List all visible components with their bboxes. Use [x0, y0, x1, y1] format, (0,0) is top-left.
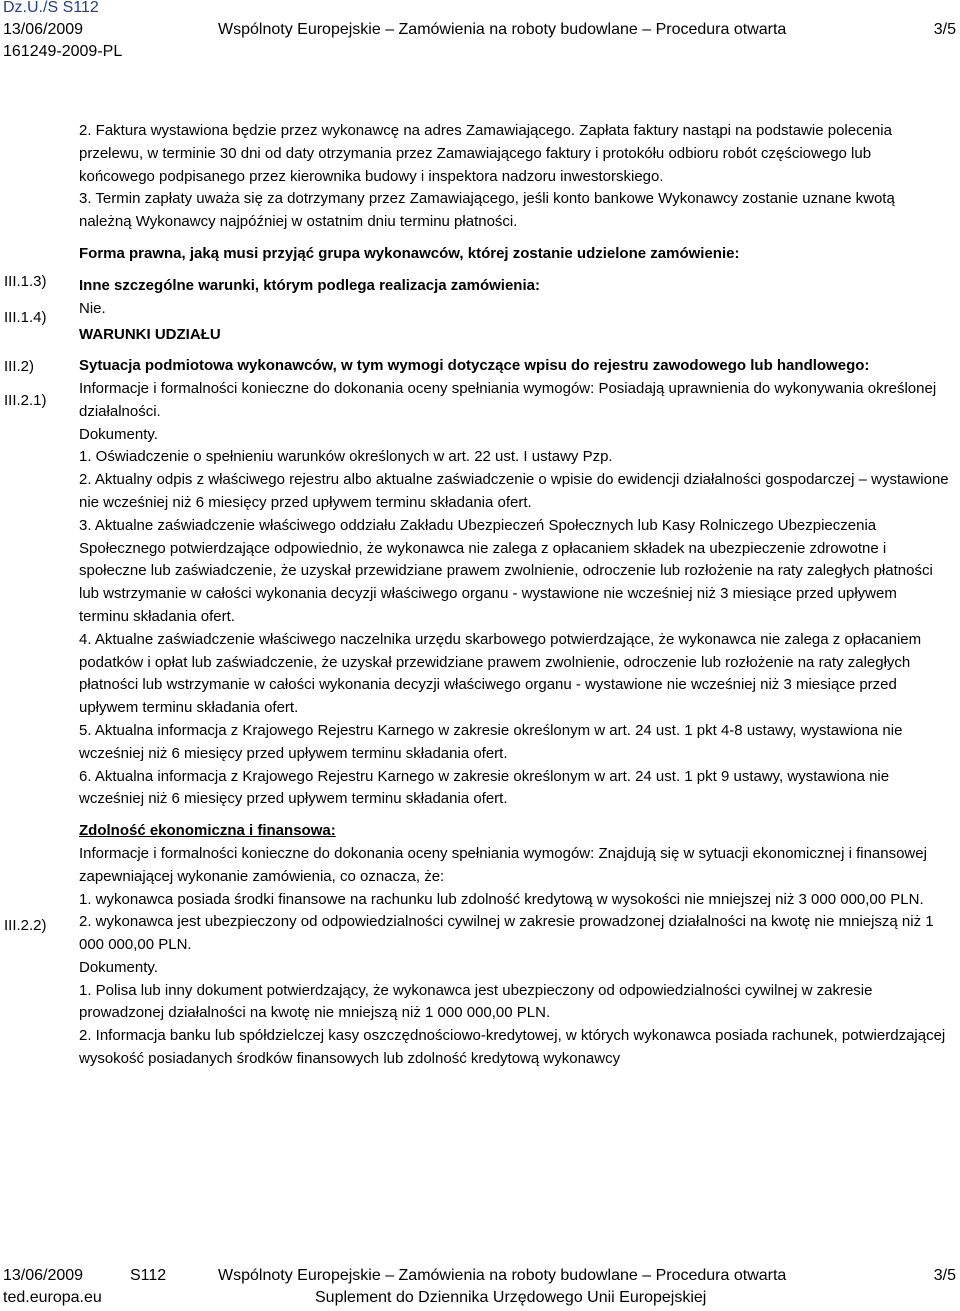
section-label-iii-1-3: III.1.3) — [4, 273, 47, 290]
document-body — [79, 120, 951, 1071]
document-id: 161249-2009-PL — [3, 43, 123, 60]
paragraph: Informacje i formalności konieczne do dokonania oceny spełniania wymogów: Znajdują się w sytuacji ekonomicznej i finansowej zapewniającej wykonanie zamówienia, co oznacza, że: — [79, 844, 927, 885]
page-footer — [0, 1265, 960, 1311]
paragraph: Informacje i formalności konieczne do dokonania oceny spełniania wymogów: Posiadają uprawnienia do wykonywania określonej działalności. — [79, 379, 937, 420]
paragraph: 2. Informacja banku lub spółdzielczej kasy oszczędnościowo-kredytowej, w których wykonawca posiada rachunek, potwierdzającej wysokość posiadanych środków finansowych lub zdolność kredytową wykonawcy — [79, 1027, 946, 1068]
heading-economic-capacity: Zdolność ekonomiczna i finansowa: — [79, 822, 336, 840]
section-label-iii-2-1: III.2.1) — [4, 392, 47, 409]
paragraph: Dokumenty. — [79, 958, 158, 976]
paragraph: 1. Oświadczenie o spełnieniu warunków określonych w art. 22 ust. I ustawy Pzp. — [79, 448, 613, 466]
paragraph: 2. Aktualny odpis z właściwego rejestru albo aktualne zaświadczenie o wpisie do ewidencji działalności gospodarczej – wystawione nie wcześniej niż 6 miesięcy przed upływem terminu składania ofert. — [79, 471, 949, 511]
header-date: 13/06/2009 — [3, 21, 84, 38]
heading-participation-conditions: WARUNKI UDZIAŁU — [79, 326, 221, 344]
section-label-iii-2: III.2) — [4, 358, 35, 375]
paragraph: 3. Aktualne zaświadczenie właściwego oddziału Zakładu Ubezpieczeń Społecznych lub Kasy Rolniczego Ubezpieczenia Społecznego potwierdzające odpowiednio, że wykonawca nie zalega z opłacaniem składek na ubezpieczenie zdrowotne i społeczne lub zaświadczenie, że uzyskał przewidziane prawem zwolnienie, odroczenie lub rozłożenie na raty zaległych płatności lub wstrzymanie w całości wykonania decyzji właściwego organu - wystawione nie wcześniej niż 3 miesiące przed upływem terminu składania ofert. — [79, 516, 933, 625]
page-number: 3/5 — [933, 21, 956, 38]
paragraph: 2. Faktura wystawiona będzie przez wykonawcę na adres Zamawiającego. Zapłata faktury nastąpi na podstawie polecenia przelewu, w terminie 30 dni od daty otrzymania przez Zamawiającego faktury i protokółu odbioru robót częściowego lub końcowego podpisanego przez kierownika budowy i inspektora nadzoru inwestorskiego. — [79, 122, 892, 185]
heading-personal-situation: Sytuacja podmiotowa wykonawców, w tym wymogi dotyczące wpisu do rejestru zawodowego lub handlowego: — [79, 357, 870, 375]
footer-series: S112 — [130, 1267, 167, 1284]
footer-page-number: 3/5 — [933, 1267, 956, 1284]
paragraph: 4. Aktualne zaświadczenie właściwego naczelnika urzędu skarbowego potwierdzające, że wykonawca nie zalega z opłacaniem podatków i opłat lub zaświadczenie, że uzyskał przewidziane prawem zwolnienie, odroczenie lub rozłożenie na raty zaległych płatności lub wstrzymanie w całości wykonania decyzji właściwego organu - wystawione nie wcześniej niż 3 miesiące przed upływem terminu składania ofert. — [79, 630, 922, 717]
page-header — [0, 0, 960, 70]
paragraph: 1. Polisa lub inny dokument potwierdzający, że wykonawca jest ubezpieczony od odpowiedzialności cywilnej w zakresie prowadzonej działalności na kwotę nie mniejszą niż 1 000 000,00 PLN. — [79, 981, 873, 1022]
paragraph: 2. wykonawca jest ubezpieczony od odpowiedzialności cywilnej w zakresie prowadzonej działalności na kwotę nie mniejszą niż 1 000 000,00 PLN. — [79, 913, 934, 954]
heading-legal-form: Forma prawna, jaką musi przyjąć grupa wykonawców, której zostanie udzielone zamówienie: — [79, 244, 740, 262]
heading-special-conditions: Inne szczególne warunki, którym podlega realizacja zamówienia: — [79, 276, 540, 294]
paragraph: Dokumenty. — [79, 425, 158, 443]
footer-supplement: Suplement do Dziennika Urzędowego Unii Europejskiej — [315, 1289, 707, 1306]
paragraph: 6. Aktualna informacja z Krajowego Rejestru Karnego w zakresie określonym w art. 24 ust. 1 pkt 9 ustawy, wystawiona nie wcześniej niż 6 miesięcy przed upływem terminu składania ofert. — [79, 767, 890, 808]
paragraph: 1. wykonawca posiada środki finansowe na rachunku lub zdolność kredytową w wysokości nie mniejszej niż 3 000 000,00 PLN. — [79, 890, 924, 908]
paragraph: Nie. — [79, 299, 106, 317]
paragraph: 5. Aktualna informacja z Krajowego Rejestru Karnego w zakresie określonym w art. 24 ust. 1 pkt 4-8 ustawy, wystawiona nie wcześniej niż 6 miesięcy przed upływem terminu składania ofert. — [79, 721, 903, 762]
footer-date: 13/06/2009 — [3, 1267, 84, 1284]
footer-title: Wspólnoty Europejskie – Zamówienia na roboty budowlane – Procedura otwarta — [218, 1267, 787, 1284]
header-title: Wspólnoty Europejskie – Zamówienia na roboty budowlane – Procedura otwarta — [218, 21, 787, 38]
journal-ref: Dz.U./S S112 — [3, 0, 99, 16]
footer-site: ted.europa.eu — [3, 1289, 102, 1306]
section-label-iii-1-4: III.1.4) — [4, 309, 47, 326]
section-label-iii-2-2: III.2.2) — [4, 917, 47, 934]
paragraph: 3. Termin zapłaty uważa się za dotrzymany przez Zamawiającego, jeśli konto bankowe Wykonawcy zostanie uznane kwotą należną Wykonawcy najpóźniej w ostatnim dniu terminu płatności. — [79, 190, 895, 231]
